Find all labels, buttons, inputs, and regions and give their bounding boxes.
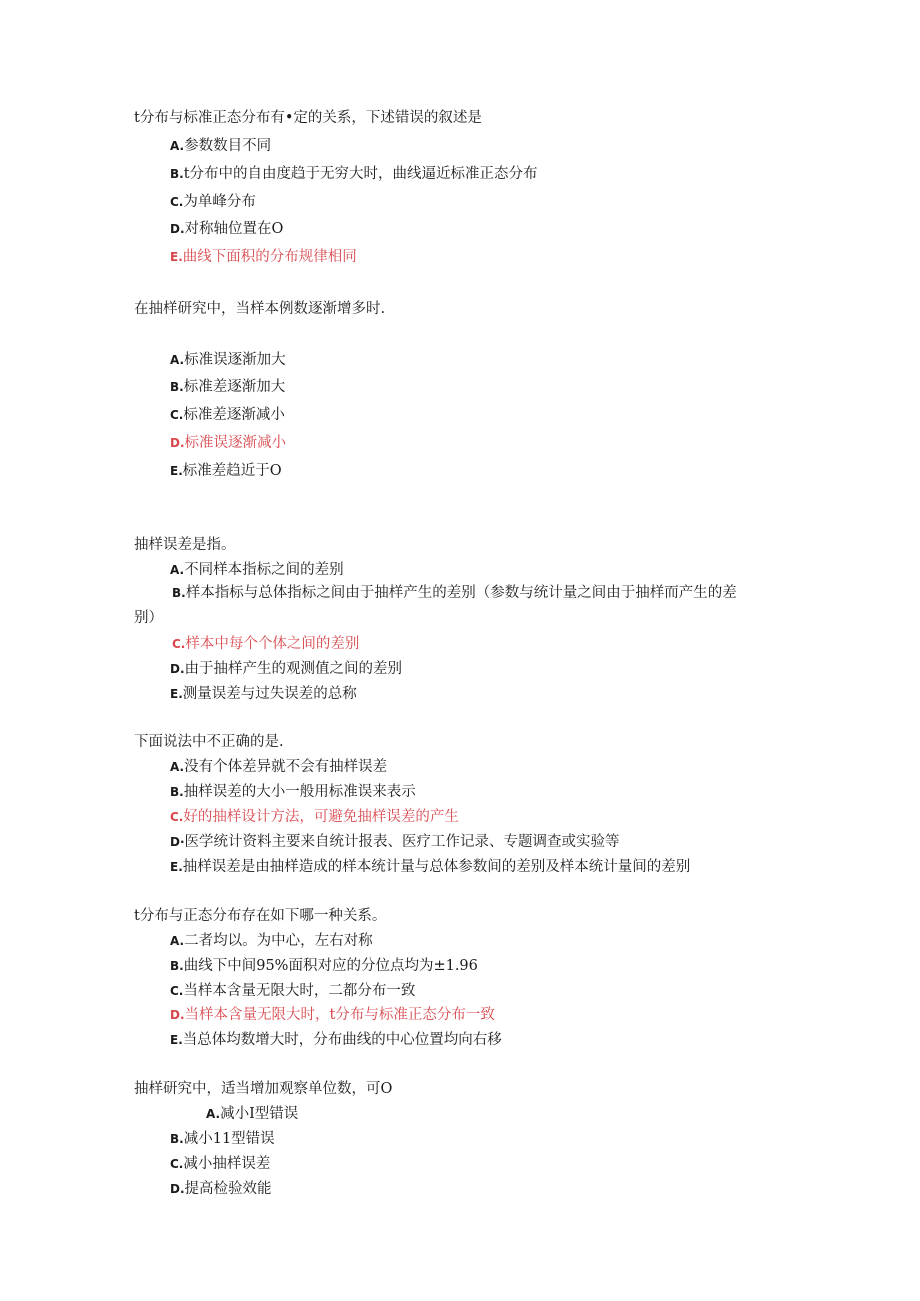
- option-e: [170, 684, 357, 704]
- option-label: A.: [170, 139, 185, 153]
- option-label: A.: [170, 934, 185, 948]
- option-c: [170, 405, 285, 425]
- option-a: [170, 757, 387, 777]
- option-label: E.: [170, 860, 183, 874]
- option-label: D.: [170, 662, 185, 676]
- option-b: [170, 956, 478, 976]
- option-text: 减小I型错误: [220, 1106, 299, 1122]
- option-text: 测量误差与过失误差的总称: [182, 686, 357, 702]
- option-b: [134, 581, 744, 631]
- option-c-answer: [170, 807, 459, 827]
- question-stem: 在抽样研究中，当样本例数逐渐增多时.: [134, 301, 386, 317]
- option-text: 好的抽样设计方法，可避免抽样误差的产生: [183, 809, 459, 825]
- option-text: 样本指标与总体指标之间由于抽样产生的差别（参数与统计量之间由于抽样而产生的差别）: [134, 585, 737, 626]
- option-c: [170, 1154, 270, 1174]
- option-a: [170, 931, 373, 951]
- option-label: C.: [170, 195, 184, 209]
- option-label: D·: [170, 835, 185, 849]
- option-label: B.: [170, 167, 184, 181]
- option-d: [170, 832, 620, 852]
- option-text: 抽样误差是由抽样造成的样本统计量与总体参数间的差别及样本统计量间的差别: [182, 859, 691, 875]
- option-label: E.: [170, 687, 183, 701]
- option-e: [170, 1030, 502, 1050]
- option-label: C.: [170, 810, 184, 824]
- option-text: 减小抽样误差: [183, 1156, 271, 1172]
- option-label: B.: [170, 1132, 184, 1146]
- option-text: 标准误逐渐减小: [184, 435, 287, 451]
- option-text: 标准误逐渐加大: [184, 352, 286, 368]
- option-label: D.: [170, 436, 185, 450]
- option-text: 曲线下中间95%面积对应的分位点均为±1.96: [183, 958, 478, 974]
- option-text: 当样本含量无限大时，t分布与标准正态分布一致: [184, 1007, 495, 1023]
- option-text: 为单峰分布: [183, 194, 256, 210]
- question-stem: t分布与正态分布存在如下哪一种关系。: [134, 908, 387, 924]
- option-text: 标准差逐渐减小: [183, 407, 285, 423]
- option-label: A.: [170, 760, 185, 774]
- option-text: 减小11型错误: [183, 1131, 275, 1147]
- option-d-answer: [170, 433, 286, 453]
- option-text: 参数数目不同: [184, 138, 272, 154]
- question-stem: t分布与标准正态分布有•定的关系，下述错误的叙述是: [134, 110, 482, 126]
- option-text: 当总体均数增大时，分布曲线的中心位置均向右移: [182, 1032, 502, 1048]
- option-text: 抽样误差的大小一般用标准误来表示: [183, 784, 416, 800]
- option-text: 曲线下面积的分布规律相同: [182, 249, 357, 265]
- option-a: [206, 1104, 298, 1124]
- option-e: [170, 461, 282, 481]
- option-c: [170, 981, 415, 1001]
- option-label: D.: [170, 222, 185, 236]
- option-a: [170, 560, 344, 580]
- option-label: B.: [172, 586, 186, 600]
- option-label: D.: [170, 1008, 185, 1022]
- option-d: [170, 219, 283, 239]
- option-label: B.: [170, 785, 184, 799]
- question-stem: 抽样研究中，适当增加观察单位数，可O: [134, 1081, 393, 1097]
- option-text: t分布中的自由度趋于无穷大时，曲线逼近标准正态分布: [183, 166, 538, 182]
- option-c-answer: [172, 634, 359, 654]
- option-label: A.: [170, 563, 185, 577]
- option-text: 没有个体差异就不会有抽样误差: [184, 759, 388, 775]
- option-label: E.: [170, 250, 183, 264]
- option-label: C.: [170, 1157, 184, 1171]
- option-label: E.: [170, 1033, 183, 1047]
- option-text: 当样本含量无限大时，二都分布一致: [183, 983, 416, 999]
- option-label: B.: [170, 380, 184, 394]
- question-stem: 抽样误差是指。: [134, 537, 236, 553]
- option-e-answer: [170, 247, 357, 267]
- option-label: C.: [172, 637, 186, 651]
- option-text: 由于抽样产生的观测值之间的差别: [184, 661, 403, 677]
- option-b: [170, 164, 538, 184]
- option-text: 样本中每个个体之间的差别: [185, 636, 360, 652]
- option-text: 不同样本指标之间的差别: [184, 562, 344, 578]
- option-label: E.: [170, 464, 183, 478]
- option-text: 提高检验效能: [184, 1181, 272, 1197]
- option-d: [170, 659, 402, 679]
- option-text: 标准差逐渐加大: [183, 379, 286, 395]
- option-b: [170, 377, 285, 397]
- question-stem: 下面说法中不正确的是.: [134, 734, 284, 750]
- option-e: [170, 857, 690, 877]
- option-text: 标准差趋近于O: [182, 463, 282, 479]
- option-b: [170, 1129, 275, 1149]
- option-text: 对称轴位置在O: [184, 221, 284, 237]
- option-label: C.: [170, 408, 184, 422]
- option-d-answer: [170, 1005, 495, 1025]
- option-label: C.: [170, 984, 184, 998]
- option-label: A.: [206, 1107, 221, 1121]
- option-label: A.: [170, 353, 185, 367]
- option-d: [170, 1179, 272, 1199]
- option-label: B.: [170, 959, 184, 973]
- option-a: [170, 136, 271, 156]
- option-b: [170, 782, 416, 802]
- option-label: D.: [170, 1182, 185, 1196]
- option-a: [170, 350, 286, 370]
- option-text: 医学统计资料主要来自统计报表、医疗工作记录、专题调查或实验等: [184, 834, 620, 850]
- option-text: 二者均以。为中心，左右对称: [184, 933, 373, 949]
- option-c: [170, 192, 256, 212]
